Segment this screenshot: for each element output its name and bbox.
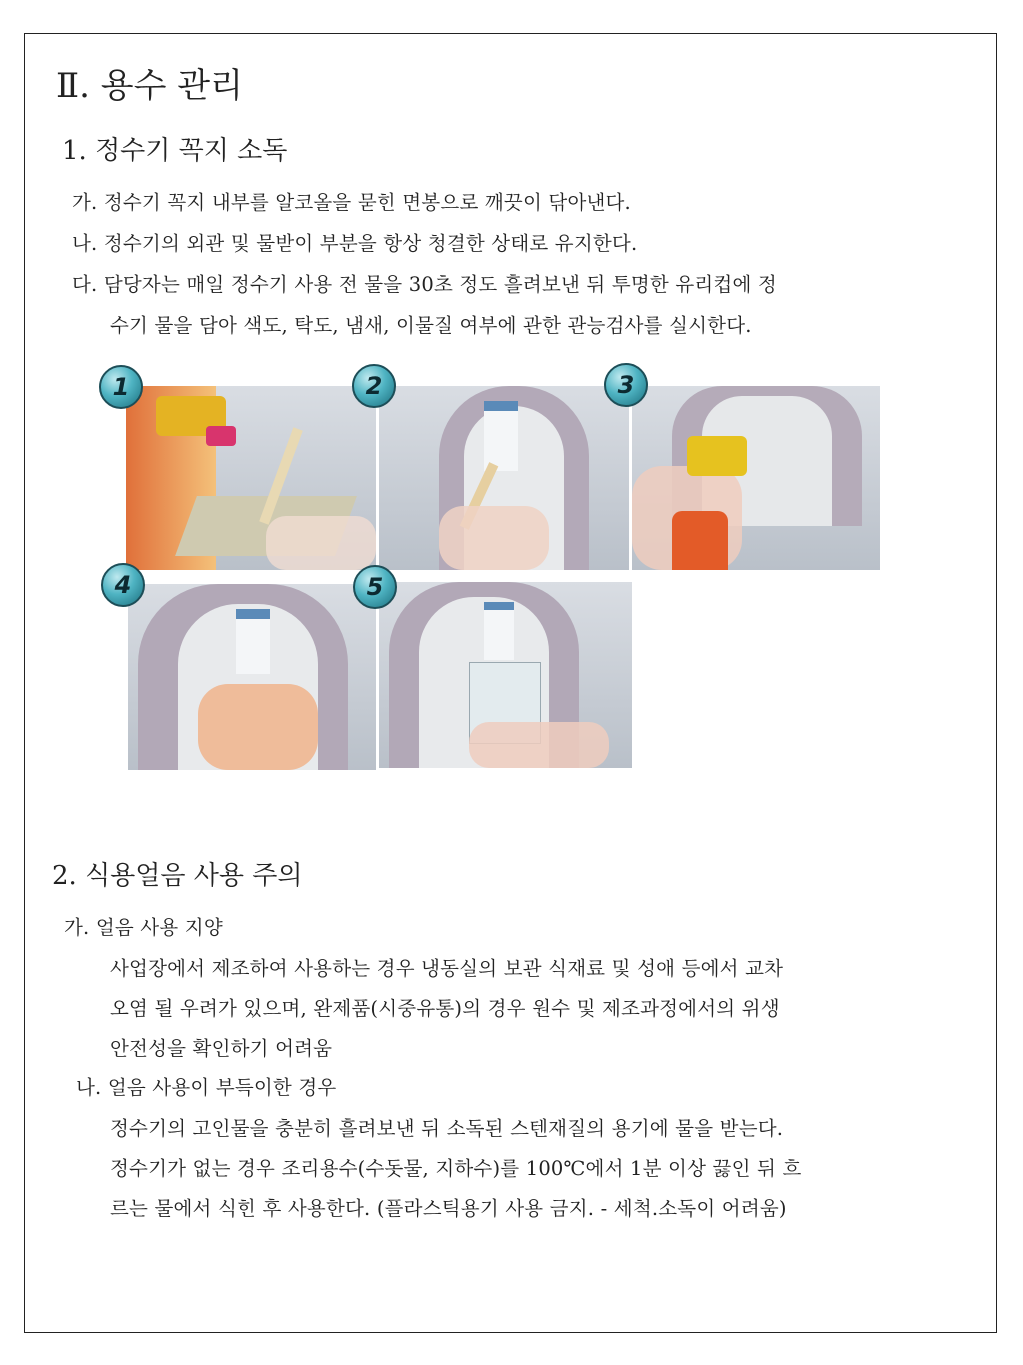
step-badge-3: 3 (604, 363, 648, 407)
section2-item-a-line: 안전성을 확인하기 어려움 (110, 1037, 333, 1060)
step-badge-4: 4 (101, 563, 145, 607)
step-badge-2: 2 (352, 364, 396, 408)
section2-item-b-line: 르는 물에서 식힌 후 사용한다. (플라스틱용기 사용 금지. - 세척.소독이 어려움) (110, 1197, 787, 1220)
section2-item-a-line: 오염 될 우려가 있으며, 완제품(시중유통)의 경우 원수 및 제조과정에서의 위생 (110, 997, 780, 1020)
swab-and-spray-photo (126, 386, 376, 570)
step-badge-1: 1 (99, 365, 143, 409)
section2-heading: 2. 식용얼음 사용 주의 (52, 861, 303, 891)
section2-item-b-label: 나. 얼음 사용이 부득이한 경우 (76, 1076, 337, 1099)
section2-item-a-label: 가. 얼음 사용 지양 (64, 916, 223, 939)
page-title: Ⅱ. 용수 관리 (56, 66, 243, 106)
spray-bottle-photo (632, 386, 880, 570)
section1-item-c-continued: 수기 물을 담아 색도, 탁도, 냄새, 이물질 여부에 관한 관능검사를 실시한다. (110, 314, 752, 337)
step-badge-5: 5 (353, 565, 397, 609)
section1-heading: 1. 정수기 꼭지 소독 (62, 136, 288, 166)
section1-item-c: 다. 담당자는 매일 정수기 사용 전 물을 30초 정도 흘려보낸 뒤 투명한 유리컵에 정 (72, 273, 777, 296)
dispense-water-photo (128, 584, 376, 770)
glass-of-water-photo (379, 582, 632, 768)
swab-faucet-photo (379, 386, 629, 570)
section2-item-b-line: 정수기가 없는 경우 조리용수(수돗물, 지하수)를 100℃에서 1분 이상 끓인 뒤 흐 (110, 1157, 802, 1180)
section1-item-b: 나. 정수기의 외관 및 물받이 부분을 항상 청결한 상태로 유지한다. (72, 232, 638, 255)
section2-item-a-line: 사업장에서 제조하여 사용하는 경우 냉동실의 보관 식재료 및 성애 등에서 교차 (110, 957, 784, 980)
section2-item-b-line: 정수기의 고인물을 충분히 흘려보낸 뒤 소독된 스텐재질의 용기에 물을 받는다. (110, 1117, 784, 1140)
section1-item-a: 가. 정수기 꼭지 내부를 알코올을 묻힌 면봉으로 깨끗이 닦아낸다. (72, 191, 631, 214)
